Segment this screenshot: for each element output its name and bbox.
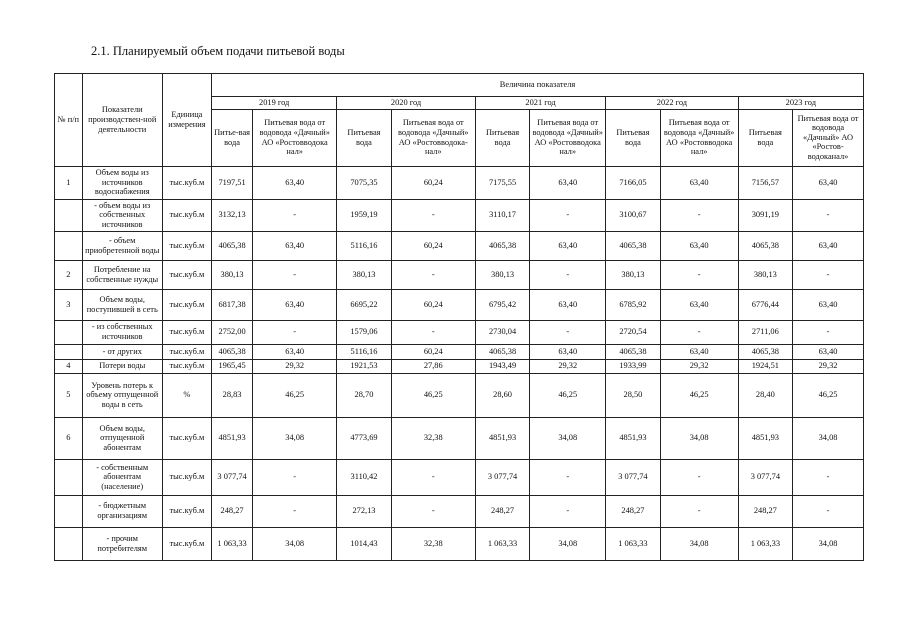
col-unit-header: Единица измерения xyxy=(162,74,211,167)
row-value: 6776,44 xyxy=(738,289,792,320)
sub-header: Питьевая вода от водовода «Дачный» АО «Ростовводока нал» xyxy=(253,109,337,166)
row-value: 2720,54 xyxy=(606,320,660,344)
row-value: 63,40 xyxy=(793,166,864,199)
row-value: - xyxy=(530,459,606,495)
row-value: 1 063,33 xyxy=(606,527,660,560)
row-value: 34,08 xyxy=(253,417,337,459)
sub-header: Питьевая вода от водовода «Дачный» АО «Ростовводока нал» xyxy=(530,109,606,166)
row-value: 5116,16 xyxy=(337,344,391,359)
row-value: - xyxy=(660,320,738,344)
row-number xyxy=(55,320,83,344)
row-value: - xyxy=(660,459,738,495)
row-value: - xyxy=(793,459,864,495)
row-value: - xyxy=(391,199,475,231)
row-value: 63,40 xyxy=(253,166,337,199)
row-value: - xyxy=(530,260,606,289)
row-value: 4851,93 xyxy=(738,417,792,459)
row-value: 28,83 xyxy=(212,373,253,417)
row-value: 248,27 xyxy=(606,495,660,527)
row-value: 3 077,74 xyxy=(606,459,660,495)
sub-header: Питьевая вода xyxy=(738,109,792,166)
row-unit: тыс.куб.м xyxy=(162,166,211,199)
row-indicator: - от других xyxy=(82,344,162,359)
row-value: 1579,06 xyxy=(337,320,391,344)
row-number xyxy=(55,199,83,231)
row-number xyxy=(55,344,83,359)
row-value: 248,27 xyxy=(738,495,792,527)
row-value: 63,40 xyxy=(660,166,738,199)
row-value: 1965,45 xyxy=(212,359,253,373)
row-value: - xyxy=(793,199,864,231)
row-unit: тыс.куб.м xyxy=(162,527,211,560)
row-value: 63,40 xyxy=(530,344,606,359)
row-unit: тыс.куб.м xyxy=(162,289,211,320)
row-value: 63,40 xyxy=(660,344,738,359)
row-value: 46,25 xyxy=(253,373,337,417)
row-value: 2711,06 xyxy=(738,320,792,344)
row-value: - xyxy=(660,199,738,231)
row-value: 32,38 xyxy=(391,527,475,560)
row-indicator: - из собственных источников xyxy=(82,320,162,344)
row-value: 63,40 xyxy=(793,344,864,359)
row-value: 63,40 xyxy=(530,231,606,260)
row-value: 1 063,33 xyxy=(738,527,792,560)
row-value: 4065,38 xyxy=(738,344,792,359)
row-value: 1933,99 xyxy=(606,359,660,373)
row-value: 34,08 xyxy=(253,527,337,560)
row-value: 3091,19 xyxy=(738,199,792,231)
row-value: 28,70 xyxy=(337,373,391,417)
value-group-header: Величина показателя xyxy=(212,74,864,97)
row-value: 3 077,74 xyxy=(475,459,529,495)
row-value: 1921,53 xyxy=(337,359,391,373)
row-value: 7166,05 xyxy=(606,166,660,199)
row-value: 46,25 xyxy=(391,373,475,417)
row-value: - xyxy=(793,495,864,527)
sub-header: Питьевая вода xyxy=(337,109,391,166)
row-number xyxy=(55,495,83,527)
row-unit: % xyxy=(162,373,211,417)
row-value: 4065,38 xyxy=(212,344,253,359)
row-value: 380,13 xyxy=(212,260,253,289)
table-row xyxy=(55,166,864,199)
col-indicator-header: Показатели производствен-ной деятельности xyxy=(82,74,162,167)
row-value: 4851,93 xyxy=(606,417,660,459)
table-row xyxy=(55,199,864,231)
table-row xyxy=(55,344,864,359)
row-value: 6795,42 xyxy=(475,289,529,320)
row-value: 29,32 xyxy=(660,359,738,373)
row-value: 248,27 xyxy=(212,495,253,527)
row-value: 34,08 xyxy=(660,417,738,459)
year-header: 2019 год xyxy=(212,97,337,110)
row-value: 4065,38 xyxy=(606,344,660,359)
row-value: 32,38 xyxy=(391,417,475,459)
table-row xyxy=(55,373,864,417)
row-value: 380,13 xyxy=(337,260,391,289)
row-value: 34,08 xyxy=(530,417,606,459)
row-value: 60,24 xyxy=(391,289,475,320)
row-value: 34,08 xyxy=(793,417,864,459)
row-value: 4773,69 xyxy=(337,417,391,459)
row-value: 7197,51 xyxy=(212,166,253,199)
table-row xyxy=(55,417,864,459)
row-value: 3110,17 xyxy=(475,199,529,231)
row-value: - xyxy=(253,320,337,344)
row-indicator: - бюджетным организациям xyxy=(82,495,162,527)
row-number: 6 xyxy=(55,417,83,459)
row-value: 63,40 xyxy=(793,231,864,260)
row-value: 3 077,74 xyxy=(212,459,253,495)
row-unit: тыс.куб.м xyxy=(162,359,211,373)
sub-header: Питьевая вода xyxy=(475,109,529,166)
row-value: - xyxy=(793,260,864,289)
year-header: 2021 год xyxy=(475,97,605,110)
row-value: 3100,67 xyxy=(606,199,660,231)
sub-header: Питье-вая вода xyxy=(212,109,253,166)
row-unit: тыс.куб.м xyxy=(162,417,211,459)
row-value: 28,40 xyxy=(738,373,792,417)
row-unit: тыс.куб.м xyxy=(162,344,211,359)
col-num-header: № п/п xyxy=(55,74,83,167)
row-value: - xyxy=(253,495,337,527)
row-value: 6817,38 xyxy=(212,289,253,320)
row-value: - xyxy=(391,260,475,289)
row-value: 6695,22 xyxy=(337,289,391,320)
row-value: 34,08 xyxy=(793,527,864,560)
row-value: 27,86 xyxy=(391,359,475,373)
row-value: 28,50 xyxy=(606,373,660,417)
row-value: 4065,38 xyxy=(475,231,529,260)
row-value: - xyxy=(530,495,606,527)
row-value: 29,32 xyxy=(530,359,606,373)
row-value: 2752,00 xyxy=(212,320,253,344)
row-value: - xyxy=(530,199,606,231)
row-value: - xyxy=(253,199,337,231)
row-value: 46,25 xyxy=(793,373,864,417)
row-number: 3 xyxy=(55,289,83,320)
row-value: - xyxy=(253,260,337,289)
row-value: - xyxy=(253,459,337,495)
row-unit: тыс.куб.м xyxy=(162,231,211,260)
row-value: 380,13 xyxy=(475,260,529,289)
row-value: 63,40 xyxy=(253,344,337,359)
row-value: 63,40 xyxy=(660,231,738,260)
row-value: 34,08 xyxy=(660,527,738,560)
year-header: 2020 год xyxy=(337,97,476,110)
water-supply-table xyxy=(54,73,864,561)
row-value: 29,32 xyxy=(253,359,337,373)
row-number xyxy=(55,231,83,260)
row-value: 4851,93 xyxy=(212,417,253,459)
row-value: 2730,04 xyxy=(475,320,529,344)
row-unit: тыс.куб.м xyxy=(162,459,211,495)
sub-header: Питьевая вода от водовода «Дачный» АО «Ростов-водоканал» xyxy=(793,109,864,166)
row-value: 7175,55 xyxy=(475,166,529,199)
row-value: 380,13 xyxy=(606,260,660,289)
table-row xyxy=(55,260,864,289)
row-indicator: Уровень потерь к объему отпущенной воды в сеть xyxy=(82,373,162,417)
row-unit: тыс.куб.м xyxy=(162,495,211,527)
row-value: 1924,51 xyxy=(738,359,792,373)
row-number: 4 xyxy=(55,359,83,373)
row-unit: тыс.куб.м xyxy=(162,320,211,344)
row-value: - xyxy=(793,320,864,344)
row-indicator: - собственным абонентам (население) xyxy=(82,459,162,495)
table-row xyxy=(55,359,864,373)
row-value: 28,60 xyxy=(475,373,529,417)
row-value: 7075,35 xyxy=(337,166,391,199)
section-title: 2.1. Планируемый объем подачи питьевой воды xyxy=(91,44,345,58)
row-value: 63,40 xyxy=(530,166,606,199)
row-value: 60,24 xyxy=(391,166,475,199)
row-value: - xyxy=(530,320,606,344)
row-indicator: Объем воды, поступившей в сеть xyxy=(82,289,162,320)
row-number: 1 xyxy=(55,166,83,199)
row-value: 46,25 xyxy=(530,373,606,417)
row-value: 380,13 xyxy=(738,260,792,289)
row-indicator: - прочим потребителям xyxy=(82,527,162,560)
row-value: 248,27 xyxy=(475,495,529,527)
row-indicator: Потери воды xyxy=(82,359,162,373)
row-value: 1 063,33 xyxy=(212,527,253,560)
sub-header: Питьевая вода xyxy=(606,109,660,166)
row-indicator: Объем воды из источников водоснабжения xyxy=(82,166,162,199)
header-row-1 xyxy=(55,74,864,97)
row-value: 5116,16 xyxy=(337,231,391,260)
row-value: 3132,13 xyxy=(212,199,253,231)
row-value: 60,24 xyxy=(391,344,475,359)
row-value: - xyxy=(660,495,738,527)
row-value: 29,32 xyxy=(793,359,864,373)
row-number: 2 xyxy=(55,260,83,289)
row-value: 4065,38 xyxy=(475,344,529,359)
row-value: 34,08 xyxy=(530,527,606,560)
row-value: 46,25 xyxy=(660,373,738,417)
row-value: 1943,49 xyxy=(475,359,529,373)
table-row xyxy=(55,320,864,344)
row-value: 1014,43 xyxy=(337,527,391,560)
row-value: - xyxy=(660,260,738,289)
row-value: 6785,92 xyxy=(606,289,660,320)
row-indicator: Объем воды, отпущенной абонентам xyxy=(82,417,162,459)
row-value: 63,40 xyxy=(530,289,606,320)
row-value: - xyxy=(391,495,475,527)
row-number xyxy=(55,527,83,560)
row-value: 63,40 xyxy=(660,289,738,320)
table-row xyxy=(55,289,864,320)
table-row xyxy=(55,459,864,495)
row-number: 5 xyxy=(55,373,83,417)
row-value: 7156,57 xyxy=(738,166,792,199)
row-value: 4851,93 xyxy=(475,417,529,459)
row-unit: тыс.куб.м xyxy=(162,260,211,289)
row-value: 3 077,74 xyxy=(738,459,792,495)
row-value: 4065,38 xyxy=(212,231,253,260)
sub-header: Питьевая вода от водовода «Дачный» АО «Ростовводока нал» xyxy=(660,109,738,166)
row-value: 3110,42 xyxy=(337,459,391,495)
table-row xyxy=(55,231,864,260)
table-row xyxy=(55,495,864,527)
table-row xyxy=(55,527,864,560)
row-indicator: - объем приобретенной воды xyxy=(82,231,162,260)
row-value: 63,40 xyxy=(793,289,864,320)
row-value: 63,40 xyxy=(253,289,337,320)
row-unit: тыс.куб.м xyxy=(162,199,211,231)
row-value: 63,40 xyxy=(253,231,337,260)
row-value: 1 063,33 xyxy=(475,527,529,560)
row-number xyxy=(55,459,83,495)
row-indicator: - объем воды из собственных источников xyxy=(82,199,162,231)
row-value: 60,24 xyxy=(391,231,475,260)
row-value: - xyxy=(391,320,475,344)
year-header: 2023 год xyxy=(738,97,863,110)
year-header: 2022 год xyxy=(606,97,738,110)
sub-header: Питьевая вода от водовода «Дачный» АО «Ростовводока-нал» xyxy=(391,109,475,166)
row-value: - xyxy=(391,459,475,495)
row-value: 4065,38 xyxy=(606,231,660,260)
row-value: 4065,38 xyxy=(738,231,792,260)
row-value: 272,13 xyxy=(337,495,391,527)
row-value: 1959,19 xyxy=(337,199,391,231)
row-indicator: Потребление на собственные нужды xyxy=(82,260,162,289)
